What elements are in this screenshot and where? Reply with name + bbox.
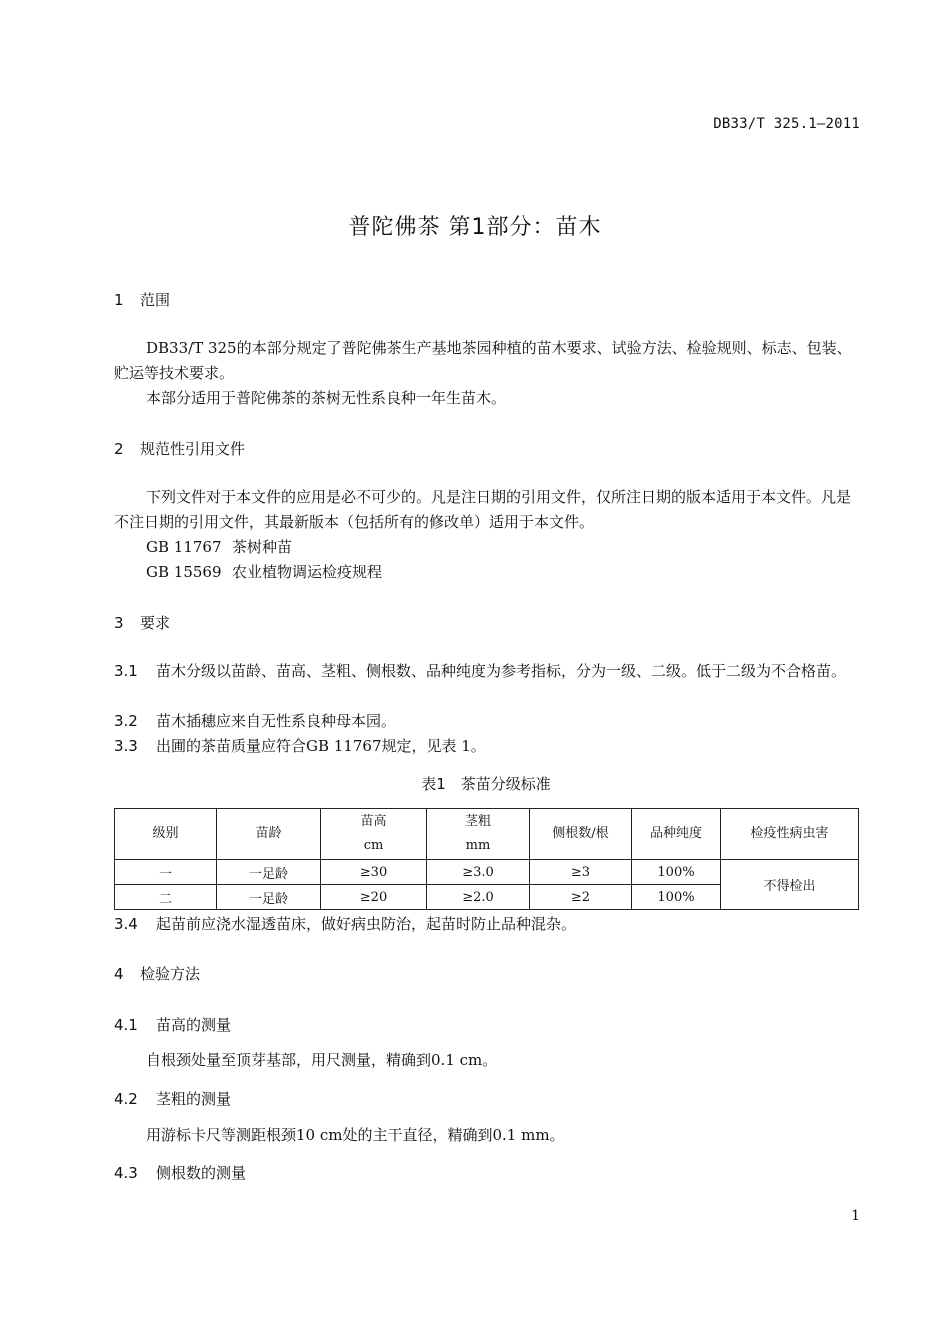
reference-code: GB 11767 [146,538,222,556]
clause-text: 苗木分级以苗龄、苗高、茎粗、侧根数、品种纯度为参考指标，分为一级、二级。低于二级为不合格苗。 [156,662,847,680]
section-number: 3 [114,614,124,632]
section-4-heading [114,963,200,984]
header-stem-label: 茎粗 [464,814,491,829]
cell-roots: ≥2 [530,885,632,910]
clause-number: 3.1 [114,662,138,680]
cell-height: ≥20 [321,885,427,910]
section-title: 范围 [140,291,171,309]
cell-stem: ≥2.0 [427,885,530,910]
section-1-heading [114,289,170,310]
clause-number: 3.4 [114,915,138,933]
clause-number: 3.2 [114,712,138,730]
header-height-label: 苗高 [360,814,387,829]
header-age: 苗龄 [217,809,321,860]
clause-3-3 [114,734,860,759]
section-number: 4 [114,965,124,983]
header-stem [427,809,530,860]
subsection-title: 侧根数的测量 [156,1164,247,1182]
table-row [115,860,859,885]
subsection-4-3-heading [114,1162,246,1183]
clause-number: 3.3 [114,737,138,755]
document-code: DB33/T 325.1—2011 [713,116,860,132]
subsection-4-2-heading [114,1088,231,1109]
cell-roots: ≥3 [530,860,632,885]
clause-3-4 [114,912,860,937]
section-2-paragraph: 下列文件对于本文件的应用是必不可少的。凡是注日期的引用文件，仅所注日期的版本适用于本文件。凡是不注日期的引用文件，其最新版本（包括所有的修改单）适用于本文件。 [114,488,852,531]
clause-text: 出圃的茶苗质量应符合GB 11767规定，见表 1。 [156,737,486,755]
cell-grade: 二 [115,885,217,910]
grading-table [114,808,859,910]
subsection-number: 4.1 [114,1016,138,1034]
subsection-title: 茎粗的测量 [156,1090,232,1108]
subsection-4-1-text: 自根颈处量至顶芽基部，用尺测量，精确到0.1 cm。 [146,1051,498,1069]
section-1-paragraph-2: 本部分适用于普陀佛茶的茶树无性系良种一年生苗木。 [146,389,507,407]
cell-purity: 100% [632,885,721,910]
subsection-number: 4.2 [114,1090,138,1108]
header-roots: 侧根数/根 [530,809,632,860]
reference-item [146,560,382,585]
clause-3-2 [114,709,860,734]
cell-age: 一足龄 [217,885,321,910]
reference-title: 茶树种苗 [232,538,293,556]
section-number: 2 [114,440,124,458]
subsection-number: 4.3 [114,1164,138,1182]
clause-text: 起苗前应浇水湿透苗床，做好病虫防治，起苗时防止品种混杂。 [156,915,577,933]
cell-quarantine: 不得检出 [721,860,859,910]
subsection-4-2-text: 用游标卡尺等测距根颈10 cm处的主干直径，精确到0.1 mm。 [146,1126,565,1144]
cell-stem: ≥3.0 [427,860,530,885]
table-header-row [115,809,859,860]
section-3-heading [114,612,170,633]
subsection-4-1-heading [114,1014,231,1035]
cell-height: ≥30 [321,860,427,885]
reference-title: 农业植物调运检疫规程 [232,563,383,581]
section-2-heading [114,438,245,459]
section-title: 规范性引用文件 [140,440,246,458]
page-number: 1 [851,1208,860,1224]
header-quarantine: 检疫性病虫害 [721,809,859,860]
subsection-title: 苗高的测量 [156,1016,232,1034]
header-height [321,809,427,860]
reference-code: GB 15569 [146,563,222,581]
cell-age: 一足龄 [217,860,321,885]
cell-purity: 100% [632,860,721,885]
document-title: 普陀佛茶 第1部分：苗木 [348,215,602,240]
clause-text: 苗木插穗应来自无性系良种母本园。 [156,712,397,730]
header-purity: 品种纯度 [632,809,721,860]
section-number: 1 [114,291,124,309]
header-grade: 级别 [115,809,217,860]
section-title: 检验方法 [140,965,201,983]
table-caption: 表1 茶苗分级标准 [421,775,551,793]
cell-grade: 一 [115,860,217,885]
clause-3-1 [114,659,860,684]
reference-item [146,535,292,560]
section-1-paragraph-1: DB33/T 325的本部分规定了普陀佛茶生产基地茶园种植的苗木要求、试验方法、检验规则、标志、包装、贮运等技术要求。 [114,339,852,382]
section-title: 要求 [140,614,171,632]
header-stem-unit: mm [465,838,491,853]
header-height-unit: cm [363,838,384,853]
